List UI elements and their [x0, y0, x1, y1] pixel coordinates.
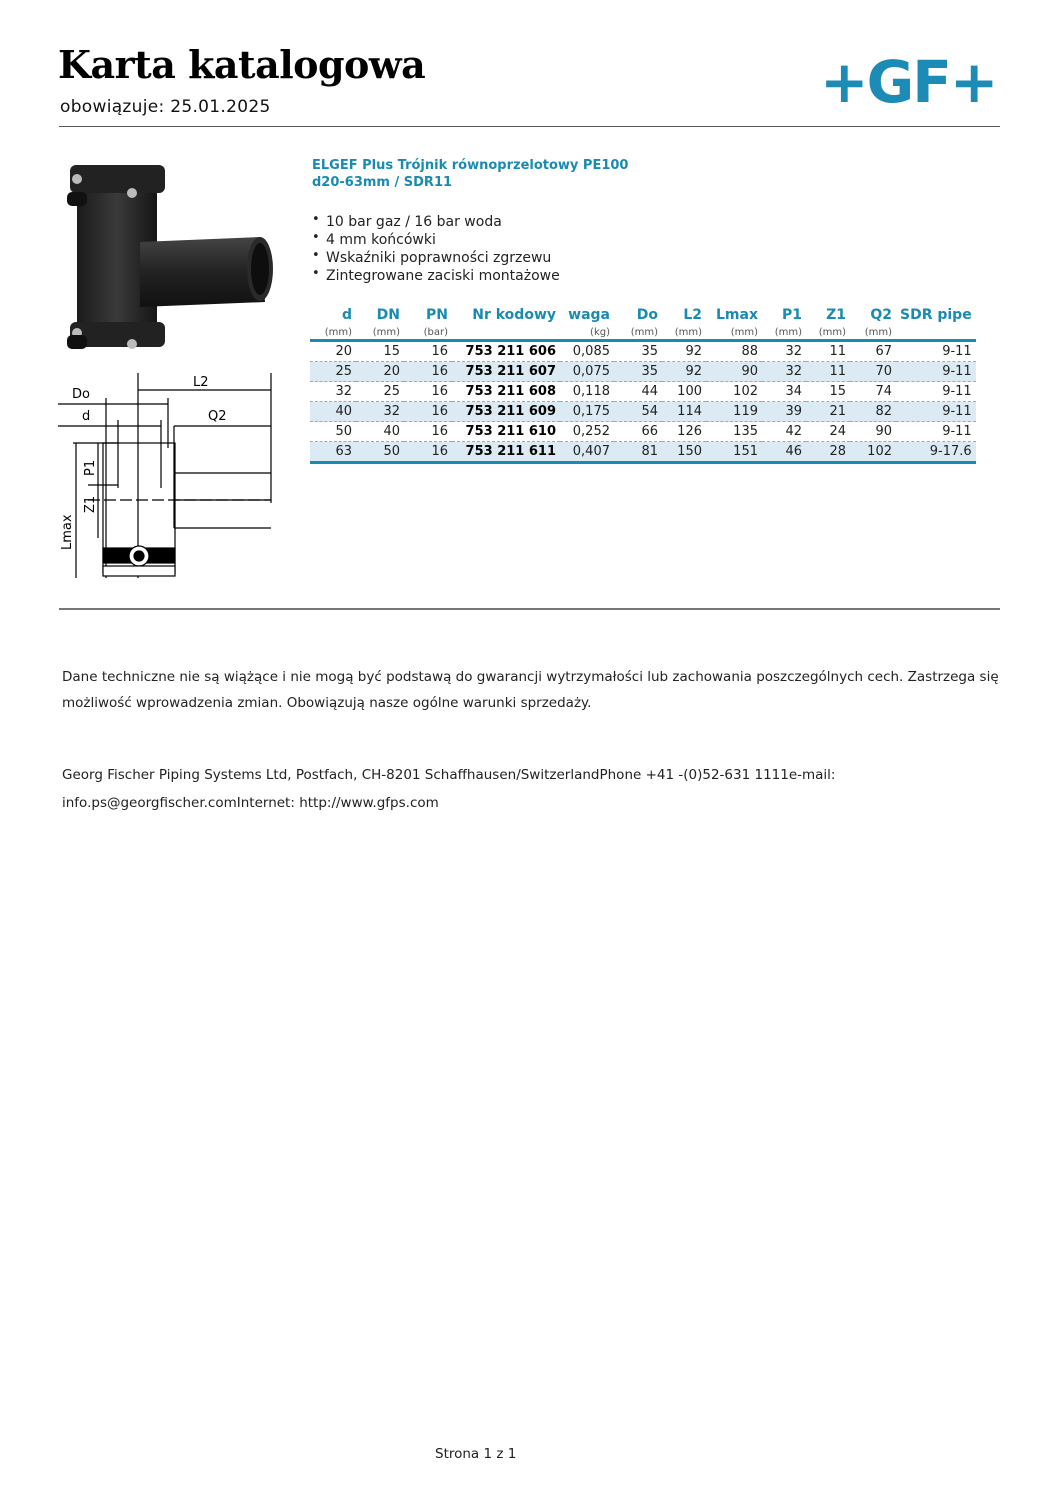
page-number: Strona 1 z 1: [435, 1446, 517, 1462]
table-cell: 0,085: [560, 342, 614, 362]
table-cell: 16: [404, 402, 452, 422]
table-cell: 0,118: [560, 382, 614, 402]
table-cell: 9-11: [896, 362, 976, 382]
column-header: waga: [568, 307, 610, 323]
table-cell: 50: [356, 442, 404, 464]
column-unit: (mm): [356, 325, 404, 342]
table-cell: 135: [706, 422, 762, 442]
column-unit: (mm): [614, 325, 662, 342]
column-header: L2: [683, 307, 702, 323]
table-cell: 102: [706, 382, 762, 402]
table-cell: 151: [706, 442, 762, 464]
label-Q2: Q2: [208, 409, 227, 424]
table-row: [310, 362, 976, 382]
label-Do: Do: [72, 387, 90, 402]
table-cell: 46: [762, 442, 806, 464]
table-cell: 9-11: [896, 402, 976, 422]
product-title: [312, 157, 628, 191]
table-cell: 82: [850, 402, 896, 422]
column-unit: [452, 325, 560, 342]
table-cell: 32: [762, 342, 806, 362]
feature-item: • 4 mm końcówki: [312, 231, 560, 249]
table-cell: 11: [806, 362, 850, 382]
table-cell: 0,252: [560, 422, 614, 442]
feature-item: • Zintegrowane zaciski montażowe: [312, 267, 560, 285]
table-cell: 63: [310, 442, 356, 464]
table-cell: 74: [850, 382, 896, 402]
table-cell: 40: [356, 422, 404, 442]
table-cell: 16: [404, 442, 452, 464]
table-cell: 114: [662, 402, 706, 422]
table-cell: 28: [806, 442, 850, 464]
table-cell: 16: [404, 422, 452, 442]
product-title-line2: d20-63mm / SDR11: [312, 175, 453, 190]
table-row: [310, 382, 976, 402]
column-unit: (mm): [310, 325, 356, 342]
table-cell: 11: [806, 342, 850, 362]
table-cell: 67: [850, 342, 896, 362]
table-cell: 24: [806, 422, 850, 442]
table-cell: 39: [762, 402, 806, 422]
feature-item: • 10 bar gaz / 16 bar woda: [312, 213, 560, 231]
label-Z1: Z1: [83, 495, 98, 513]
column-header: P1: [781, 307, 802, 323]
product-photo: [55, 147, 285, 357]
table-cell: 25: [310, 362, 356, 382]
table-cell: 44: [614, 382, 662, 402]
product-title-line1: ELGEF Plus Trójnik równoprzelotowy PE100: [312, 158, 629, 173]
table-cell: 100: [662, 382, 706, 402]
code-cell: 753 211 611: [452, 442, 560, 464]
table-cell: 0,175: [560, 402, 614, 422]
table-cell: 70: [850, 362, 896, 382]
code-cell: 753 211 610: [452, 422, 560, 442]
table-cell: 20: [310, 342, 356, 362]
table-cell: 9-11: [896, 342, 976, 362]
column-unit: (bar): [404, 325, 452, 342]
feature-item: • Wskaźniki poprawności zgrzewu: [312, 249, 560, 267]
table-cell: 0,075: [560, 362, 614, 382]
table-cell: 21: [806, 402, 850, 422]
table-row: [310, 442, 976, 464]
table-cell: 9-11: [896, 382, 976, 402]
table-row: [310, 342, 976, 362]
table-cell: 88: [706, 342, 762, 362]
column-header: Lmax: [716, 307, 758, 323]
table-cell: 50: [310, 422, 356, 442]
code-cell: 753 211 607: [452, 362, 560, 382]
code-cell: 753 211 606: [452, 342, 560, 362]
table-cell: 40: [310, 402, 356, 422]
table-row: [310, 402, 976, 422]
table-cell: 32: [310, 382, 356, 402]
column-header: Nr kodowy: [472, 307, 556, 323]
table-cell: 119: [706, 402, 762, 422]
column-header: Do: [636, 307, 658, 323]
label-P1: P1: [83, 459, 98, 476]
contact-text: Georg Fischer Piping Systems Ltd, Postfach, CH-8201 Schaffhausen/SwitzerlandPhone +41 -(0)52-631 1111e-mail: info.ps@georgfischer.comInternet: http://www.gfps.com: [62, 767, 836, 811]
table-cell: 15: [806, 382, 850, 402]
table-cell: 34: [762, 382, 806, 402]
table-unit-row: [310, 325, 976, 342]
table-cell: 92: [662, 362, 706, 382]
table-cell: 9-17.6: [896, 442, 976, 464]
table-cell: 35: [614, 342, 662, 362]
table-cell: 66: [614, 422, 662, 442]
table-cell: 90: [850, 422, 896, 442]
table-cell: 90: [706, 362, 762, 382]
table-cell: 25: [356, 382, 404, 402]
table-cell: 54: [614, 402, 662, 422]
table-cell: 32: [762, 362, 806, 382]
table-cell: 81: [614, 442, 662, 464]
disclaimer-text: Dane techniczne nie są wiążące i nie mogą być podstawą do gwarancji wytrzymałości lub zachowania poszczególnych cech. Zastrzega się możliwość wprowadzenia zmian. Obowiązują nasze ogólne warunki sprzedaży.: [62, 669, 999, 711]
table-cell: 16: [404, 382, 452, 402]
column-unit: [896, 325, 976, 342]
column-unit: (mm): [850, 325, 896, 342]
technical-drawing: [58, 368, 288, 583]
table-cell: 102: [850, 442, 896, 464]
column-unit: (mm): [706, 325, 762, 342]
column-header: PN: [426, 307, 448, 323]
column-header: Z1: [826, 307, 846, 323]
column-unit: (mm): [762, 325, 806, 342]
table-cell: 20: [356, 362, 404, 382]
section-divider: [59, 608, 1000, 610]
table-cell: 0,407: [560, 442, 614, 464]
label-L2: L2: [193, 375, 209, 390]
spec-table: [310, 305, 976, 464]
table-cell: 92: [662, 342, 706, 362]
column-header: d: [341, 307, 352, 323]
column-unit: (mm): [806, 325, 850, 342]
column-unit: (mm): [662, 325, 706, 342]
table-row: [310, 422, 976, 442]
code-cell: 753 211 608: [452, 382, 560, 402]
page-title: Karta katalogowa: [58, 42, 426, 87]
feature-list: [312, 213, 560, 285]
table-cell: 42: [762, 422, 806, 442]
table-cell: 32: [356, 402, 404, 422]
code-cell: 753 211 609: [452, 402, 560, 422]
table-cell: 16: [404, 342, 452, 362]
table-cell: 126: [662, 422, 706, 442]
valid-date: obowiązuje: 25.01.2025: [60, 97, 271, 117]
column-header: Q2: [870, 307, 892, 323]
table-cell: 15: [356, 342, 404, 362]
label-d: d: [82, 409, 91, 424]
gf-logo: +GF+: [820, 48, 997, 116]
header-divider: [59, 126, 1000, 127]
table-cell: 9-11: [896, 422, 976, 442]
column-header: SDR pipe: [900, 307, 972, 323]
column-header: DN: [376, 307, 400, 323]
table-cell: 35: [614, 362, 662, 382]
table-cell: 150: [662, 442, 706, 464]
table-cell: 16: [404, 362, 452, 382]
label-Lmax: Lmax: [60, 514, 75, 550]
table-header-row: [310, 305, 976, 325]
column-unit: (kg): [560, 325, 614, 342]
